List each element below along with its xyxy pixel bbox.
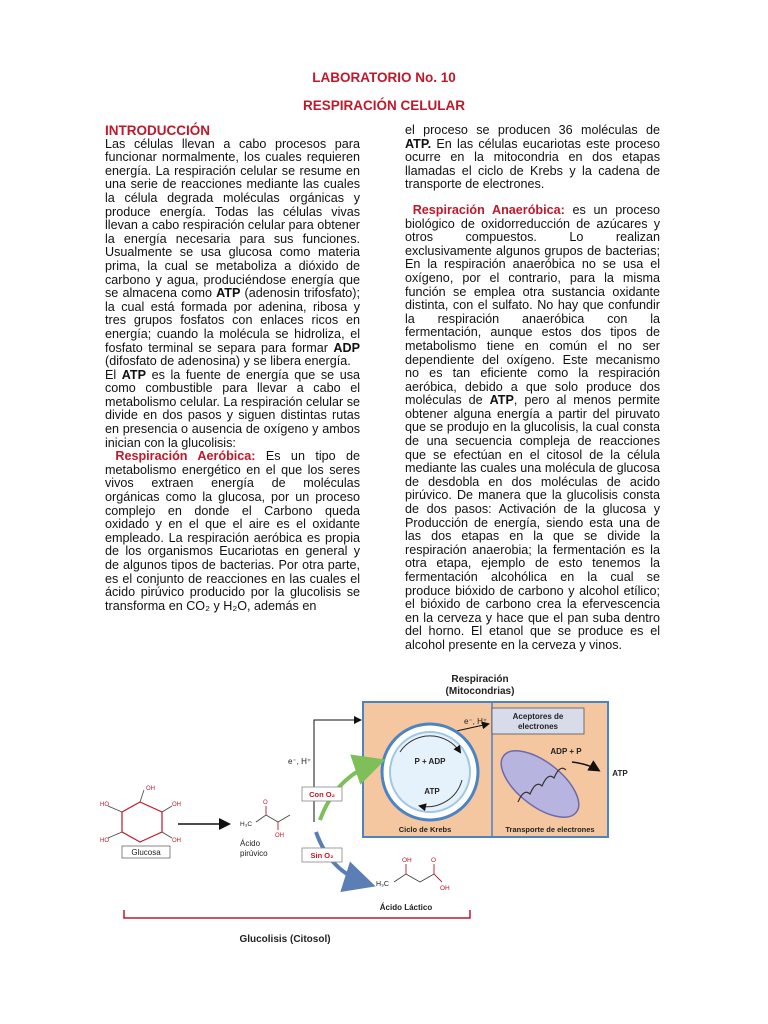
atp-para-text-2: es la fuente de energía que se usa como combustible para llevar a cabo el metabolismo celular. La respiración celular se divide en dos pasos y siguen distintas rutas en presencia o ausencia de oxígeno y ambos inician con la glucolisis: (105, 367, 360, 450)
con-o2-label: Con O₂ (309, 790, 335, 799)
atp-term: ATP (216, 286, 241, 301)
mitochondria-label: (Mitocondrias) (445, 686, 515, 697)
svg-text:OH: OH (440, 885, 450, 892)
lactic-acid-molecule (376, 857, 450, 892)
svg-text:OH: OH (275, 833, 284, 839)
anaerobic-paragraph (405, 204, 660, 653)
svg-text:OH: OH (172, 802, 181, 808)
electron-label-left: e⁻, H⁺ (288, 757, 312, 766)
anaerobic-text-1: es un proceso biológico de oxidorreducción de azúcares y otros compuestos. Lo realizan exclusivamente algunos grupos de bacterias; En la respiración anaeróbica no se usa el oxígeno, por el contrario, para la misma función se emplea otra sustancia oxidante distinta, con el sulfato. No hay que confundir la respiración anaeróbica con la fermentación, aunque estos dos tipos de metabolismo tiene en común el no ser dependiente del oxígeno. Este mecanismo no es tan eficiente como la respiración aeróbica, debido a que solo produce dos moléculas de (405, 202, 661, 408)
lab-title: LABORATORIO No. 10 (312, 70, 456, 85)
intro-paragraph (105, 138, 360, 369)
left-column (105, 124, 360, 613)
svg-text:OH: OH (402, 857, 412, 864)
lactic-acid-label: Ácido Láctico (379, 903, 433, 912)
atp-para-text-1: El (105, 367, 122, 382)
adp-term: ADP (333, 340, 360, 355)
respiration-diagram (100, 672, 670, 952)
atp-right-label: ATP (612, 769, 628, 778)
p-adp-label: P + ADP (414, 757, 446, 766)
acceptors-label-1: Aceptores de (512, 712, 564, 721)
right-column (405, 124, 660, 653)
svg-text:OH: OH (172, 838, 181, 844)
svg-text:O: O (431, 857, 437, 864)
intro-text-3: (difosfato de adenosina) y se libera energía. (105, 354, 351, 369)
svg-text:OH: OH (146, 786, 155, 792)
transport-label: Transporte de electrones (505, 825, 595, 834)
electron-path-arrow (314, 720, 360, 822)
krebs-label: Ciclo de Krebs (398, 825, 452, 834)
pyruvic-label-1: Ácido (240, 839, 261, 848)
anaerobic-heading: Respiración Anaeróbica: (412, 202, 565, 217)
electron-label-top: e⁻, H⁺ (464, 717, 488, 726)
atp-term: ATP. (405, 136, 432, 151)
pyruvic-acid-molecule (240, 800, 290, 839)
svg-text:H₃C: H₃C (376, 881, 389, 888)
atp-term: ATP (489, 393, 514, 408)
intro-text-1: Las células llevan a cabo procesos para funcionar normalmente, los cuales requieren energía. La respiración celular se resume en una serie de reacciones mediante las cuales la célula degrada moléculas orgánicas y produce energía. Todas las células vivas llevan a cabo respiración celular para obtener la energía necesaria para sus funciones. Usualmente se usa glucosa como materia prima, la cual se metaboliza a dióxido de carbono y agua, produciéndose energía que se almacena como (105, 136, 360, 301)
svg-text:HO: HO (100, 802, 109, 808)
aerobic-continued-paragraph (405, 124, 660, 192)
aerobic-paragraph (105, 450, 360, 613)
glycolysis-label: Glucolisis (Citosol) (239, 934, 331, 945)
sin-o2-label: Sin O₂ (310, 851, 334, 860)
krebs-cycle-inner (390, 732, 470, 812)
acceptors-label-2: electrones (517, 722, 559, 731)
aerobic-cont-text-2: En las células eucariotas este proceso ocurre en la mitocondria en dos etapas llamadas el ciclo de Krebs y la cadena de transporte de electrones. (405, 136, 660, 192)
aerobic-text: Es un tipo de metabolismo energético en el que los seres vivos extraen energía de moléculas orgánicas como la glucosa, por un proceso complejo en donde el Carbono queda oxidado y en el que el aire es el oxidante empleado. La respiración aeróbica es propia de los organismos Eucariotas en general y de algunos tipos de bacterias. Por otra parte, es el conjunto de reacciones en las cuales el ácido pirúvico producido por la glucolisis se transforma en CO₂ y H₂O, además en (105, 449, 361, 613)
intro-heading: INTRODUCCIÓN (105, 123, 210, 138)
svg-text:H₃C: H₃C (240, 821, 253, 828)
svg-text:HO: HO (100, 838, 109, 844)
atp-paragraph (105, 369, 360, 451)
glucose-molecule (100, 786, 181, 844)
atp-cycle-label: ATP (424, 787, 440, 796)
intro-text-2: (adenosin trifosfato); la cual está formada por adenina, ribosa y tres grupos fosfatos con enlaces ricos en energía; cuando la molécula se hidroliza, el fosfato terminal se separa para formar (105, 286, 360, 355)
adp-p-label: ADP + P (550, 747, 582, 756)
glucose-label: Glucosa (131, 848, 161, 857)
pyruvic-label-2: pirúvico (240, 849, 268, 858)
svg-text:O: O (263, 800, 268, 806)
anaerobic-text-2: , pero al menos permite obtener alguna energía a partir del piruvato que se produjo en la glucolisis, la cual consta de una secuencia compleja de reacciones que se efectúan en el citosol de la célula mediante las cuales una molécula de glucosa de desdobla en dos moléculas de acido pirúvico. De manera que la glucolisis consta de dos pasos: Activación de la glucosa y Producción de energía, siendo esta una de las dos etapas en la que se divide la respiración anaerobia; la fermentación es la otra etapa, ejemplo de esto tenemos la fermentación alcohólica en la cual se produce bióxido de carbono y alcohol etílico; el bióxido de carbono crea la efervescencia en la cerveza y hace que el pan suba dentro del horno. El etanol que se produce es el alcohol presente en la cerveza y vinos. (405, 393, 661, 652)
respiration-label: Respiración (451, 674, 509, 685)
aerobic-heading: Respiración Aeróbica: (115, 449, 256, 464)
document-subtitle: RESPIRACIÓN CELULAR (302, 98, 465, 113)
aerobic-cont-text-1: el proceso se producen 36 moléculas de (405, 123, 660, 137)
atp-term: ATP (121, 367, 147, 382)
